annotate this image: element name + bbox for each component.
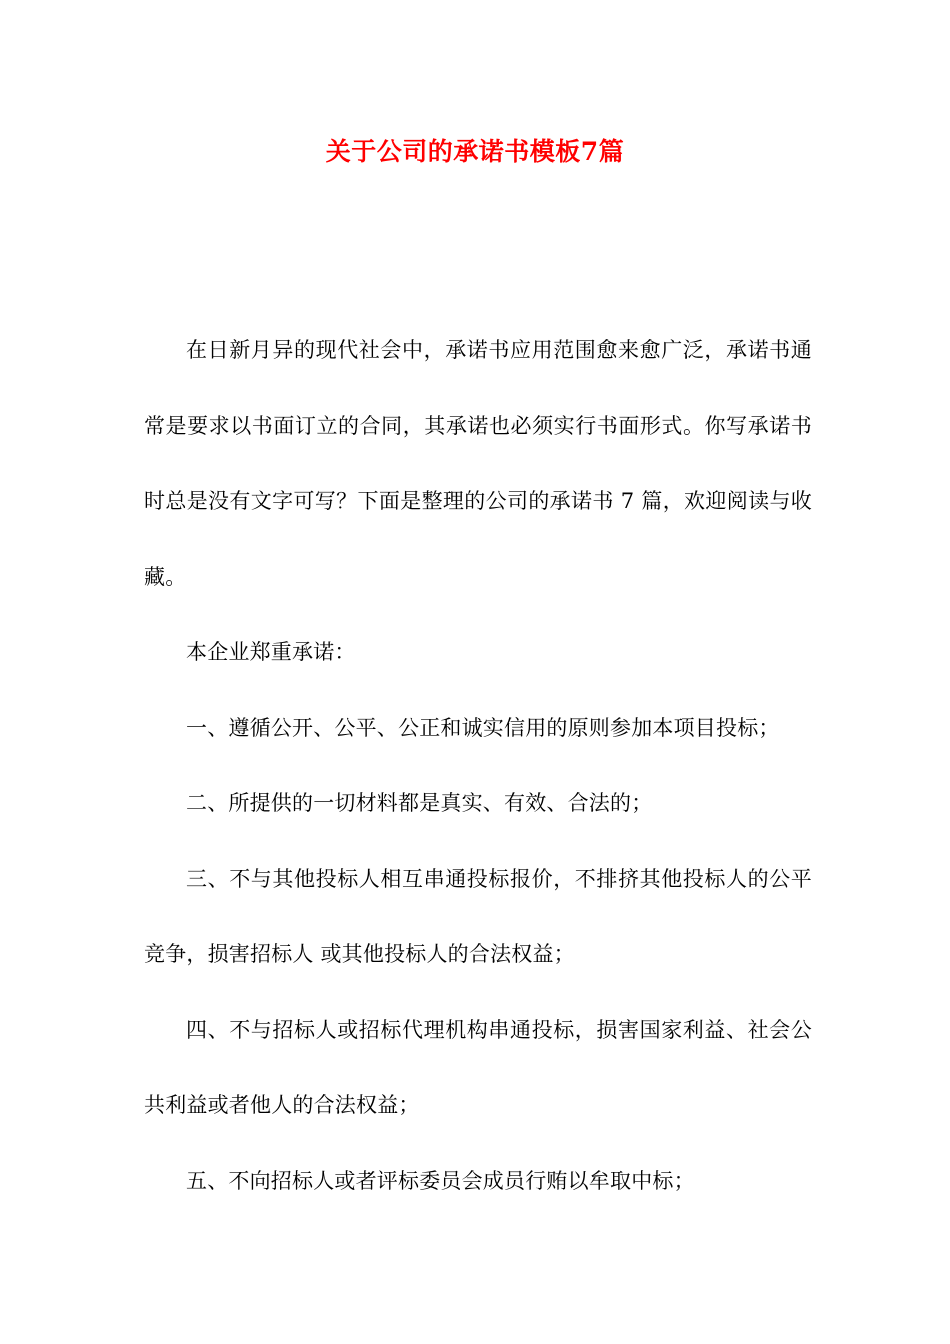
pledge-item-2: 二、所提供的一切材料都是真实、有效、合法的； (186, 791, 653, 815)
pledge-item-5: 五、不向招标人或者评标委员会成员行贿以牟取中标； (186, 1168, 695, 1193)
pledge-item-1: 一、遵循公开、公平、公正和诚实信用的原则参加本项目投标； (186, 715, 780, 740)
pledge-item-4: 四、不与招标人或招标代理机构串通投标，损害国家利益、社会公共利益或者他人的合法权益； (144, 1017, 812, 1117)
pledge-item-3: 三、不与其他投标人相互串通投标报价，不排挤其他投标人的公平竞争，损害招标人 或其他投标人的合法权益； (144, 866, 812, 966)
document-title: 关于公司的承诺书模板7篇 (325, 137, 625, 166)
intro-paragraph: 在日新月异的现代社会中，承诺书应用范围愈来愈广泛，承诺书通常是要求以书面订立的合同，其承诺也必须实行书面形式。你写承诺书时总是没有文字可写？下面是整理的公司的承诺书 7 篇，欢迎阅读与收藏。 (144, 338, 812, 589)
document-body (144, 313, 812, 1219)
pledge-intro: 本企业郑重承诺： (186, 640, 356, 664)
